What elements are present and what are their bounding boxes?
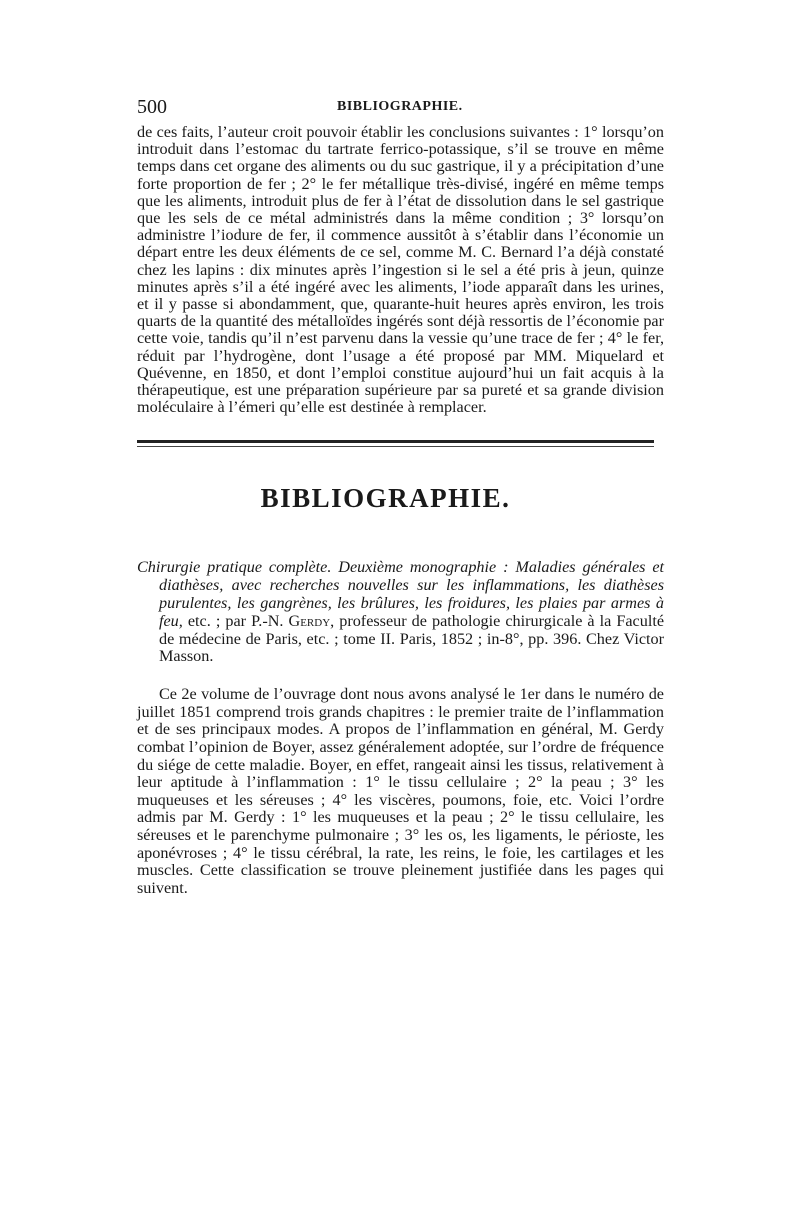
continuation-paragraph: de ces faits, l’auteur croit pouvoir établir les conclusions suivantes : 1° lorsqu’on introduit dans l’estomac du tartrate ferrico-potassique, s’il se trouve en même temps dans cet organe des aliments ou du suc gastrique, il y a précipitation d’une forte proportion de fer ; 2° le fer métallique très-divisé, ingéré en même temps que les aliments, introduit plus de fer à l’état de dissolution dans le sel gastrique que les sels de ce métal administrés dans la même condition ; 3° lorsqu’on administre l’iodure de fer, il commence aussitôt à s’établir dans l’économie un départ entre les deux éléments de ce sel, comme M. C. Bernard l’a déjà constaté chez les lapins : dix minutes après l’ingestion si le sel a été pris à jeun, quinze minutes après s’il a été ingéré avec les aliments, l’iode apparaît dans les urines, et il y passe si abondamment, que, quarante-huit heures après environ, les trois quarts de la quantité des métalloïdes ingérés sont déjà ressortis de l’économie par cette voie, tandis qu’il n’est parvenu dans la vessie qu’une trace de fer ; 4° le fer, réduit par l’hydrogène, dont l’usage a été proposé par MM. Miquelard et Quévenne, en 1850, et dont l’emploi constitue aujourd’hui un fait acquis à la thérapeutique, est une préparation supérieure par sa pureté et sa grande division moléculaire à l’émeri qu’elle est destinée à remplacer.: [137, 123, 664, 417]
divider-thin-rule: [137, 446, 654, 447]
bibliography-details: , professeur de pathologie chirurgicale à la Faculté de médecine de Paris, etc. ; tome II. Paris, 1852 ; in-8°, pp. 396. Chez Victor Masson.: [159, 611, 665, 666]
section-divider: [137, 440, 664, 448]
bibliography-entry: [137, 559, 664, 666]
bibliography-title: Chirurgie pratique complète. Deuxième monographie : Maladies générales et diathèses, avec recherches nouvelles sur les inflammations, les diathèses purulentes, les gangrènes, les brûlures, les froidures, les plaies par armes à feu,: [137, 558, 664, 630]
running-head: [137, 96, 664, 124]
divider-thick-rule: [137, 440, 654, 443]
book-page: [137, 96, 664, 914]
running-title: BIBLIOGRAPHIE.: [337, 99, 463, 114]
bibliography-author: Gerdy: [288, 611, 331, 630]
page-number: 500: [137, 96, 167, 118]
section-title: BIBLIOGRAPHIE.: [260, 483, 511, 514]
bibliography-after-title: etc. ; par P.-N.: [182, 611, 289, 630]
review-paragraph: Ce 2e volume de l’ouvrage dont nous avons analysé le 1er dans le numéro de juillet 1851 comprend trois grands chapitres : le premier traite de l’inflammation et de ses principaux modes. A propos de l’inflammation en général, M. Gerdy combat l’opinion de Boyer, assez généralement adoptée, sur l’ordre de fréquence du siége de cette maladie. Boyer, en effet, rangeait ainsi les tissus, relativement à leur aptitude à l’inflammation : 1° le tissu cellulaire ; 2° la peau ; 3° les muqueuses et les séreuses ; 4° les viscères, poumons, foie, etc. Voici l’ordre admis par M. Gerdy : 1° les muqueuses et la peau ; 2° le tissu cellulaire, les séreuses et le parenchyme pulmonaire ; 3° les os, les ligaments, le périoste, les aponévroses ; 4° le tissu cérébral, la rate, les reins, le foie, les cartilages et les muscles. Cette classification se trouve pleinement justifiée dans les pages qui suivent.: [137, 685, 664, 897]
